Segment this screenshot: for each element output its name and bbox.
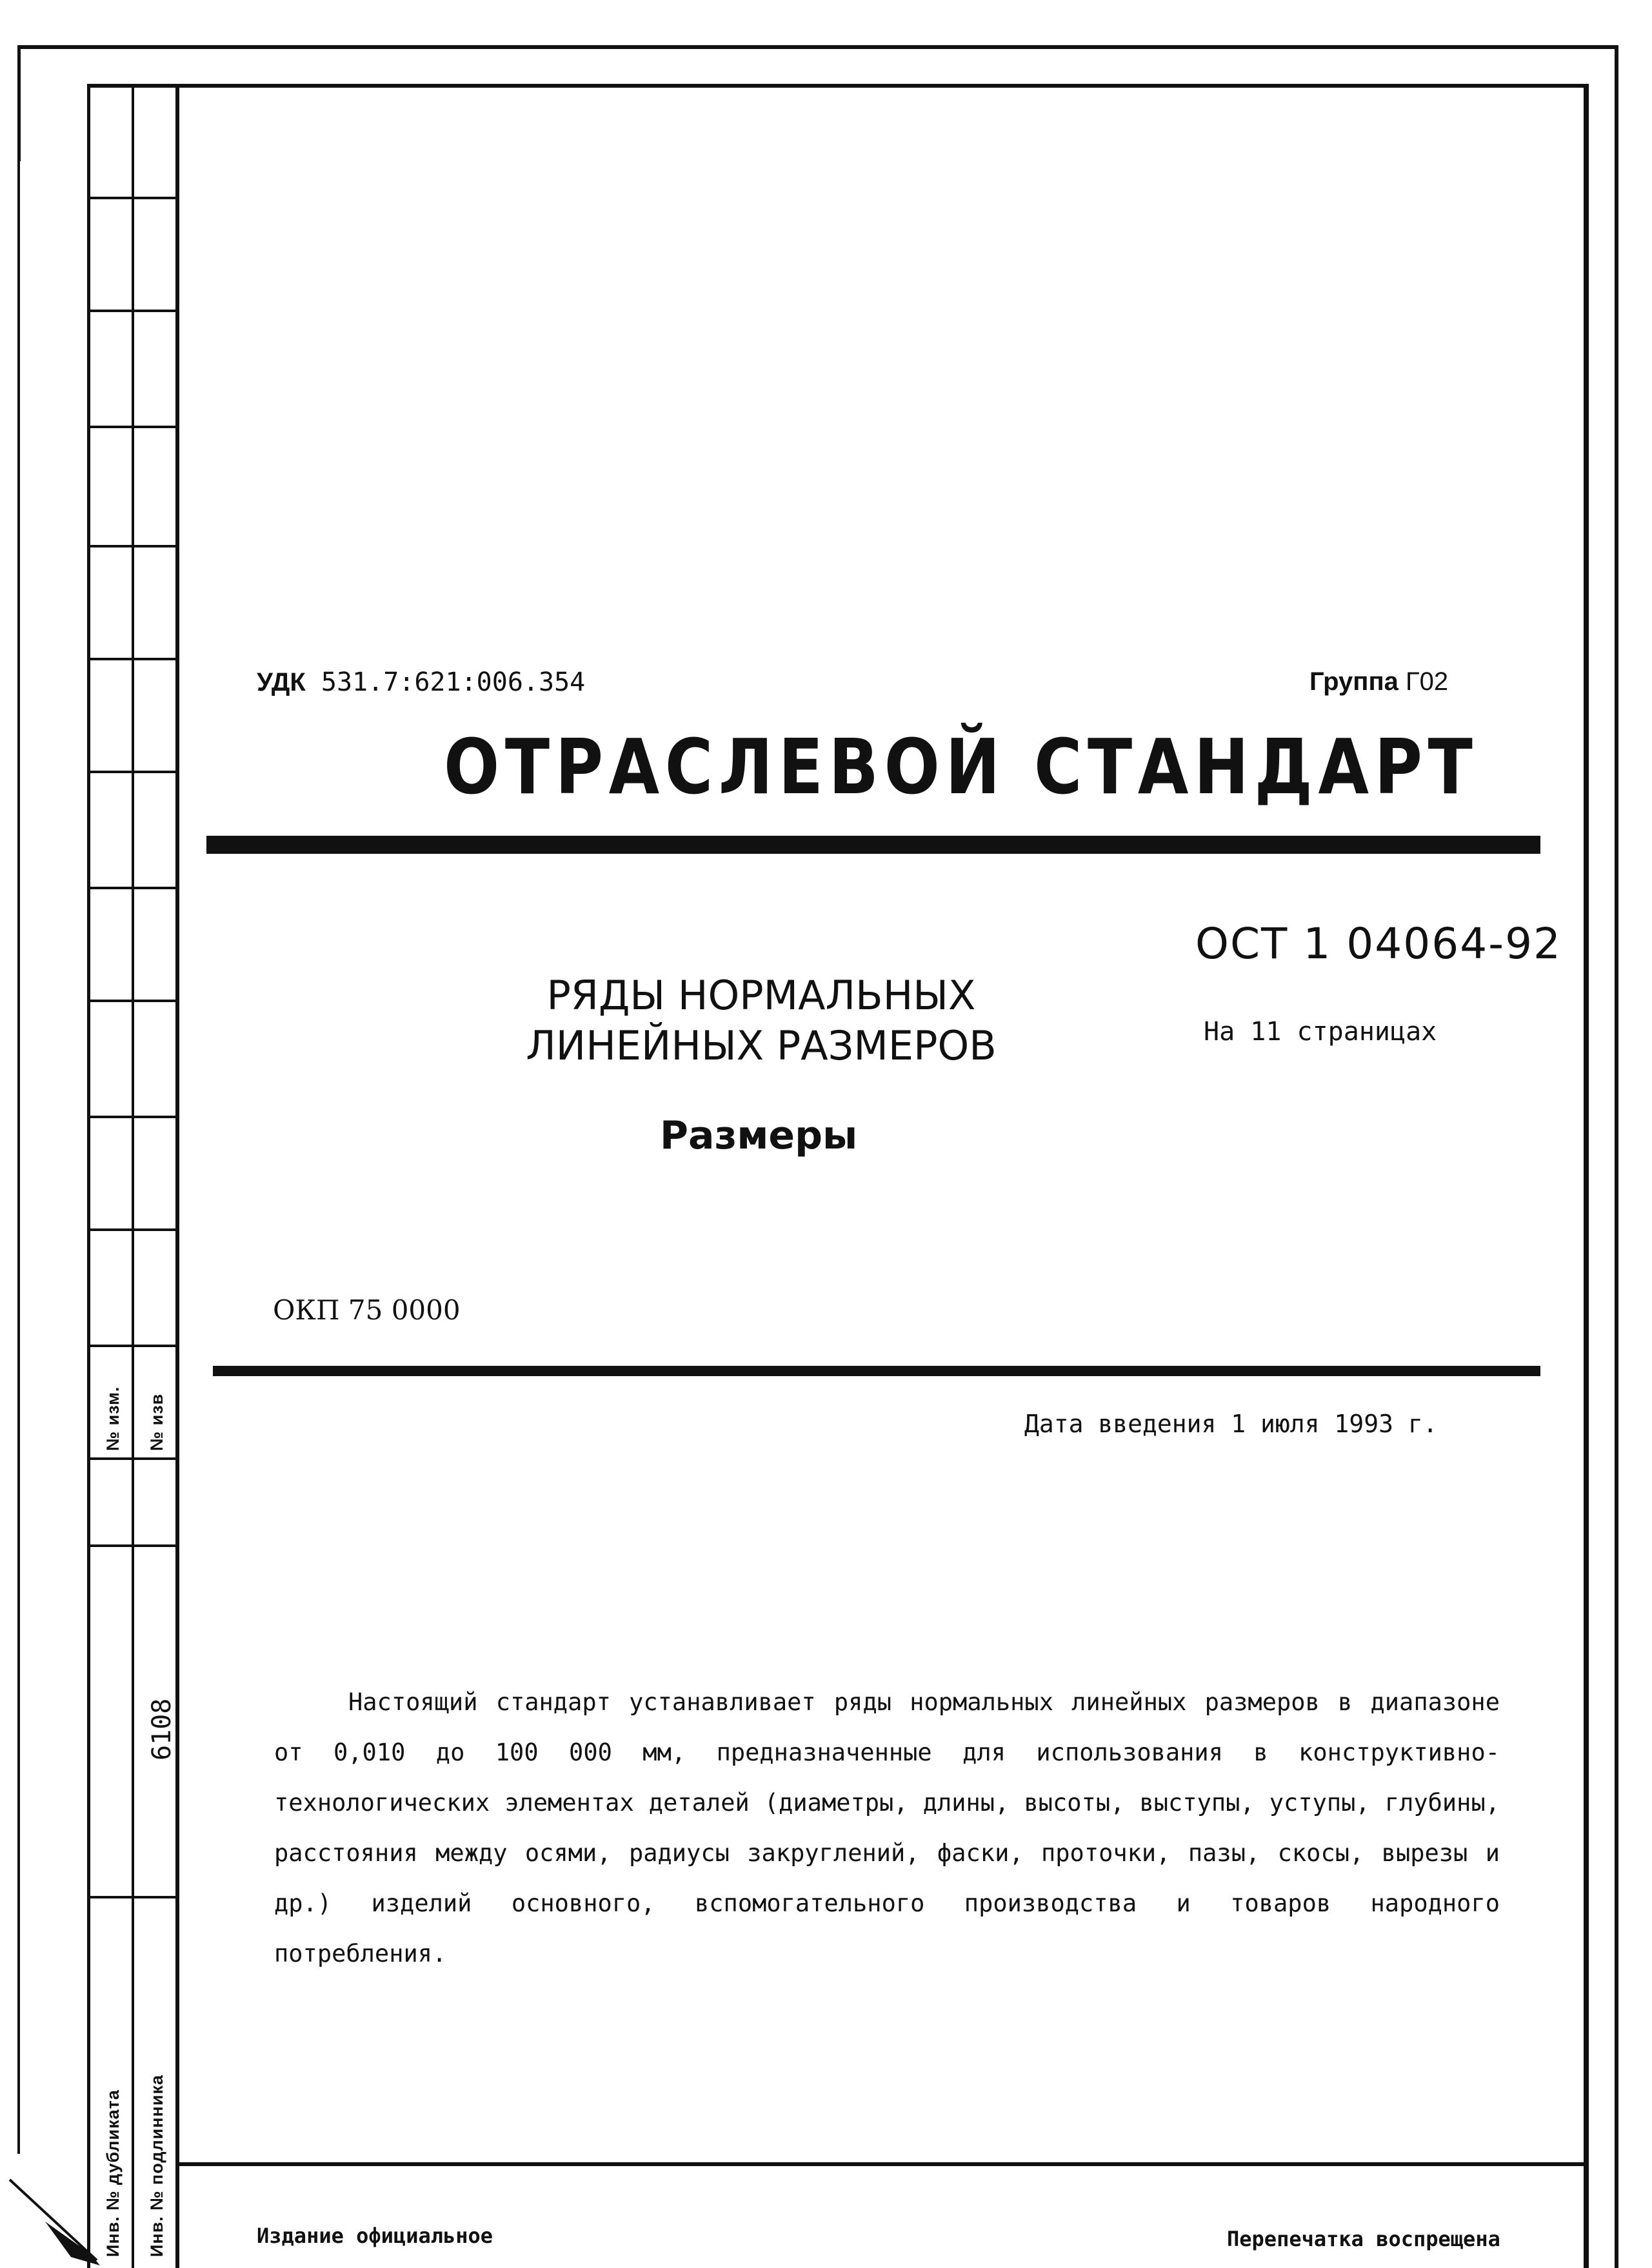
frame-outer-left [17, 45, 21, 161]
page-count: На 11 страницах [1204, 1017, 1437, 1047]
revision-strip-cell-line [87, 887, 177, 889]
torn-corner-mark [6, 2176, 103, 2267]
group-label: Группа [1309, 667, 1398, 696]
frame-footer-line [175, 2162, 1588, 2166]
revision-strip-outer-line [87, 84, 90, 2268]
udk-label: УДК [257, 668, 306, 696]
revision-strip-cell-line [87, 1896, 177, 1898]
frame-outer-right [1615, 45, 1618, 2268]
notice-number-label: № изв [147, 1393, 166, 1451]
scope-paragraph: Настоящий стандарт устанавливает ряды нормальных линейных размеров в диапазоне от 0,010 до 100 000 мм, предназначенные для использования в конструктивно-технологических элементах деталей (диаметры, длины, высоты, выступы, уступы, глубины, расстояния между осями, радиусы закруглений, фаски, проточки, пазы, скосы, вырезы и др.) изделий основного, вспомогательного производства и товаров народного потребления. [274, 1688, 1500, 1967]
frame-outer-top [17, 45, 1617, 49]
frame-inner-right [1584, 84, 1589, 2268]
revision-strip-cell-line [87, 1345, 177, 1347]
reprint-prohibited-note: Перепечатка воспрещена [1227, 2227, 1500, 2251]
change-number-label: № изм. [103, 1386, 123, 1451]
official-edition-note: Издание официальное [257, 2224, 493, 2248]
revision-strip-cell-line [87, 545, 177, 547]
standard-title-line-2: ЛИНЕЙНЫХ РАЗМЕРОВ [526, 1022, 997, 1069]
revision-strip-cell-line [87, 310, 177, 312]
original-inventory-number: 6108 [147, 1698, 177, 1760]
frame-outer-left-lower [17, 161, 20, 2154]
introduction-date: Дата введения 1 июля 1993 г. [1024, 1410, 1438, 1438]
revision-strip-divider [132, 84, 134, 2268]
revision-strip-cell-line [87, 1228, 177, 1231]
revision-strip-cell-line [87, 771, 177, 773]
group-value: Г02 [1406, 667, 1449, 696]
standard-number: ОСТ 1 04064-92 [1195, 919, 1562, 969]
frame-inner-top [87, 84, 1589, 88]
original-inventory-label: Инв. № подлинника [147, 2075, 166, 2257]
revision-strip-cell-line [87, 426, 177, 428]
standard-subtitle: Размеры [660, 1113, 858, 1158]
duplicate-inventory-label: Инв. № дубликата [103, 2089, 123, 2257]
header-rule [206, 836, 1540, 854]
revision-strip-cell-line [87, 197, 177, 199]
okp-code: ОКП 75 0000 [273, 1294, 461, 1326]
document-type-title: ОТРАСЛЕВОЙ СТАНДАРТ [444, 722, 1478, 811]
revision-strip-cell-line [87, 1116, 177, 1118]
revision-strip-cell-line [87, 658, 177, 660]
revision-strip-cell-line [87, 1544, 177, 1547]
udk-code [257, 667, 585, 697]
revision-strip-cell-line [87, 1000, 177, 1002]
standard-title [506, 971, 1016, 1071]
section-rule [213, 1366, 1540, 1376]
udk-value: 531.7:621:006.354 [321, 667, 586, 697]
frame-inner-left [175, 84, 179, 2268]
revision-strip-cell-line [87, 1457, 177, 1460]
group-code [1309, 667, 1448, 696]
standard-title-line-1: РЯДЫ НОРМАЛЬНЫХ [546, 972, 976, 1019]
